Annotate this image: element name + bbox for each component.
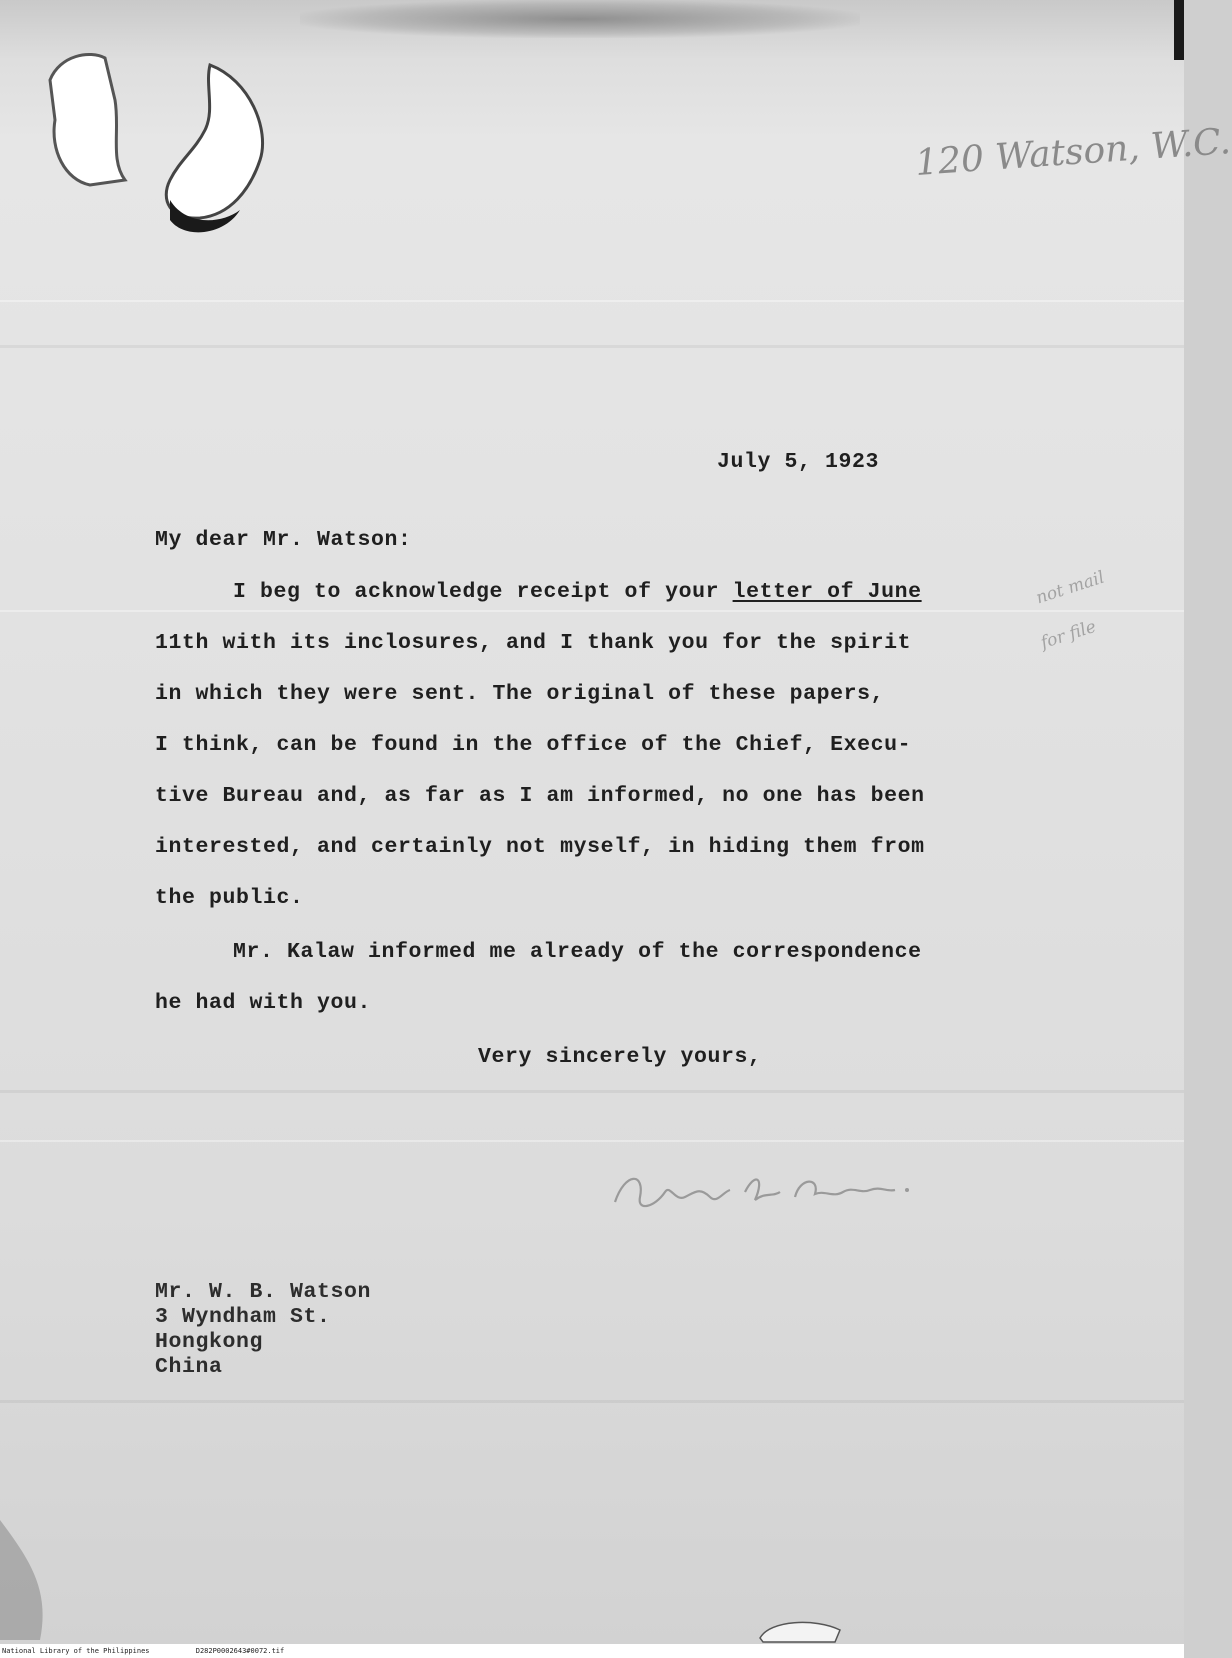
letter-date: July 5, 1923 bbox=[717, 450, 880, 474]
body-line-text: I beg to acknowledge receipt of your bbox=[233, 580, 733, 604]
paper-tear-icon bbox=[755, 1618, 845, 1644]
letter-salutation: My dear Mr. Watson: bbox=[155, 528, 412, 552]
archive-footer bbox=[0, 1644, 1184, 1658]
handwritten-margin-note: for file bbox=[1038, 616, 1099, 654]
letter-body-line: I think, can be found in the office of the Chief, Execu- bbox=[155, 733, 912, 757]
paper-streak bbox=[0, 345, 1184, 348]
letter-body-line: in which they were sent. The original of these papers, bbox=[155, 682, 885, 706]
paper-streak bbox=[0, 1090, 1184, 1093]
letter-body-line: tive Bureau and, as far as I am informed, no one has been bbox=[155, 784, 925, 808]
handwritten-filing-note: 120 Watson, W.C. bbox=[913, 121, 1232, 184]
letter-body-line bbox=[233, 580, 922, 604]
letter-body-line: interested, and certainly not myself, in hiding them from bbox=[155, 835, 925, 859]
recipient-city: Hongkong bbox=[155, 1330, 264, 1354]
archive-source: National Library of the Philippines bbox=[2, 1647, 150, 1655]
handwritten-margin-note: not mail bbox=[1033, 567, 1107, 609]
torn-hole-icon bbox=[20, 40, 280, 240]
paper-streak bbox=[0, 1400, 1184, 1403]
recipient-country: China bbox=[155, 1355, 223, 1379]
recipient-name: Mr. W. B. Watson bbox=[155, 1280, 372, 1304]
letter-closing: Very sincerely yours, bbox=[478, 1045, 762, 1069]
paper-streak bbox=[0, 1140, 1184, 1142]
letter-body-line: 11th with its inclosures, and I thank you for the spirit bbox=[155, 631, 912, 655]
scan-smudge bbox=[300, 0, 860, 38]
paper-streak bbox=[0, 300, 1184, 302]
letter-body-line: Mr. Kalaw informed me already of the correspondence bbox=[233, 940, 922, 964]
letter-body-line: the public. bbox=[155, 886, 304, 910]
letter-body-line: he had with you. bbox=[155, 991, 372, 1015]
paper-streak bbox=[0, 610, 1184, 612]
scan-corner-shadow-icon bbox=[0, 1520, 80, 1640]
underlined-reference: letter of June bbox=[732, 580, 922, 604]
handwritten-signature-icon bbox=[605, 1162, 915, 1222]
archive-file-id: D282P0002643#0072.tif bbox=[195, 1647, 285, 1655]
recipient-street: 3 Wyndham St. bbox=[155, 1305, 331, 1329]
scan-edge-shadow bbox=[1174, 0, 1184, 60]
